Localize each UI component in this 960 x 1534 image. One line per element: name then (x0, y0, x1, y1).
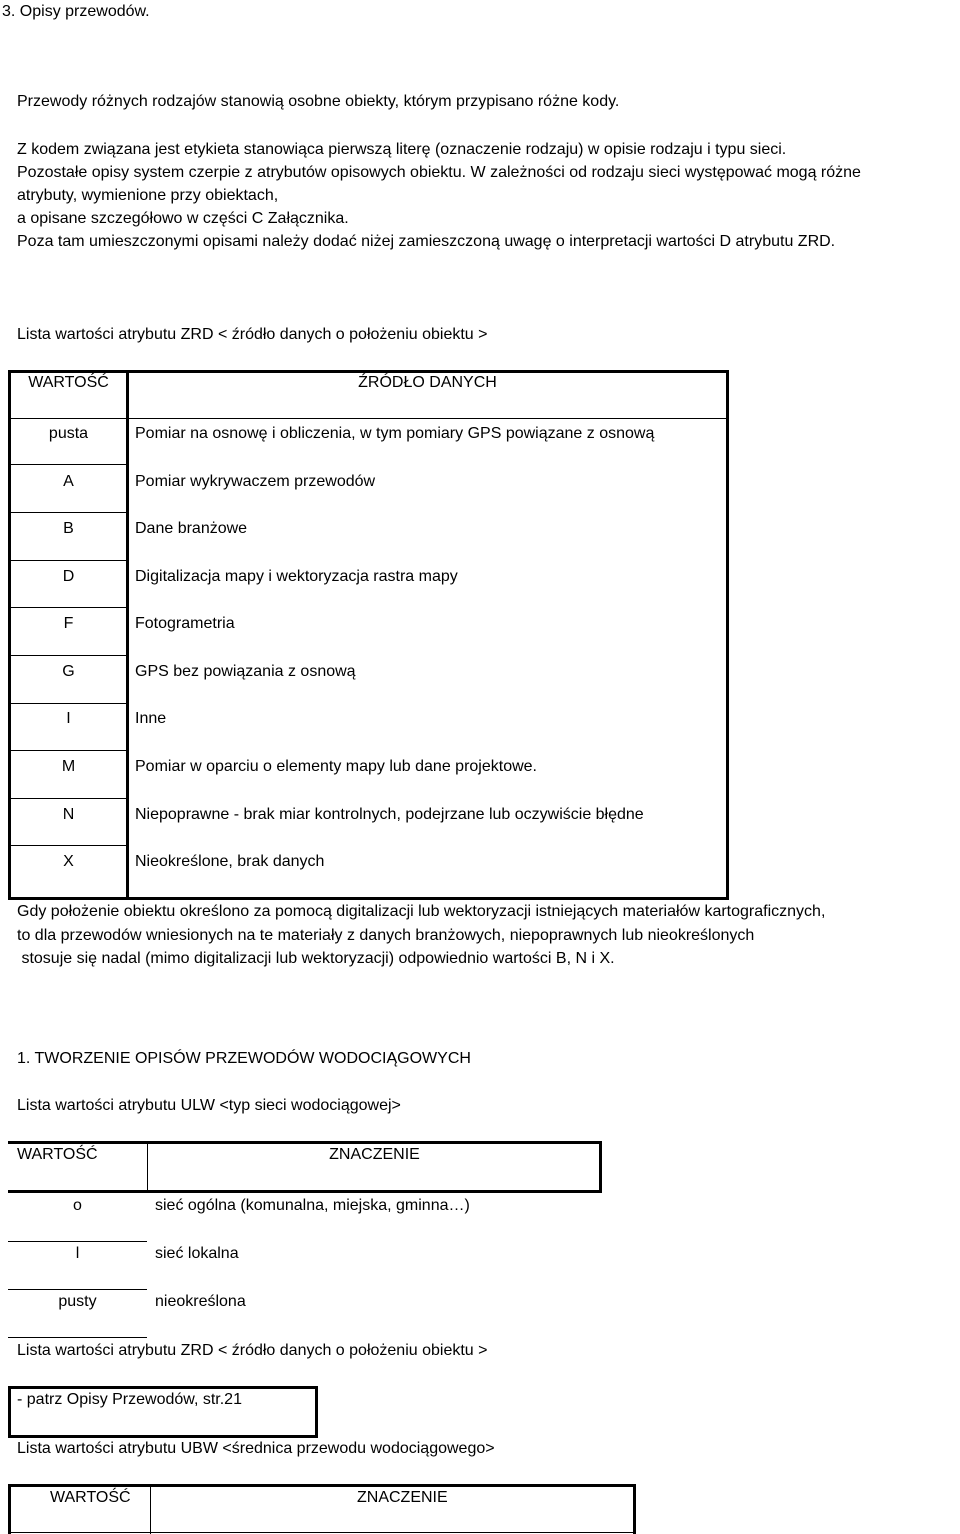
ulw-header-meaning: ZNACZENIE (329, 1146, 420, 1163)
intro-paragraph-1: Przewody różnych rodzajów stanowią osobne obiekty, którym przypisano różne kody. (17, 93, 620, 110)
row-description: Digitalizacja mapy i wektoryzacja rastra mapy (135, 568, 458, 585)
zrd-header-value: WARTOŚĆ (28, 374, 109, 391)
row-description: Pomiar wykrywaczem przewodów (135, 473, 376, 490)
ulw-table-right-border (599, 1141, 602, 1193)
row-divider (8, 845, 126, 846)
ulw-table-top-border (8, 1141, 602, 1144)
row-divider (8, 1241, 147, 1242)
intro-paragraph-4: atrybuty, wymienione przy obiektach, (17, 187, 279, 204)
ulw-header-value: WARTOŚĆ (17, 1146, 98, 1163)
ubw-table-left-border (8, 1484, 11, 1534)
row-divider (8, 1289, 147, 1290)
ubw-header-value: WARTOŚĆ (50, 1489, 131, 1506)
row-value: A (63, 473, 74, 490)
zrd-table-column-divider (126, 370, 129, 900)
page-heading: 3. Opisy przewodów. (2, 3, 150, 20)
row-divider (8, 1337, 147, 1338)
row-description: nieokreślona (155, 1293, 246, 1310)
row-divider (8, 703, 126, 704)
row-divider (8, 607, 126, 608)
row-divider (8, 655, 126, 656)
zrd-table-header-divider (8, 418, 729, 419)
intro-paragraph-5: a opisane szczegółowo w części C Załącznika. (17, 210, 349, 227)
row-description: sieć ogólna (komunalna, miejska, gminna…) (155, 1197, 470, 1214)
row-value: M (61, 758, 76, 775)
row-description: Pomiar w oparciu o elementy mapy lub dane projektowe. (135, 758, 537, 775)
row-description: Dane branżowe (135, 520, 248, 537)
row-description: sieć lokalna (155, 1245, 239, 1262)
row-value: pusty (58, 1293, 97, 1310)
zrd-note-line-3: stosuje się nadal (mimo digitalizacji lub wektoryzacji) odpowiednio wartości B, N i X. (17, 950, 615, 967)
ulw-table-caption: Lista wartości atrybutu ULW <typ sieci wodociągowej> (17, 1097, 401, 1114)
ubw-table-caption: Lista wartości atrybutu UBW <średnica przewodu wodociągowego> (17, 1440, 495, 1457)
row-divider (8, 464, 126, 465)
zrd-reference-text: - patrz Opisy Przewodów, str.21 (17, 1391, 242, 1408)
row-value: I (66, 710, 71, 727)
row-value: F (63, 615, 74, 632)
row-value: X (63, 853, 74, 870)
row-divider (8, 512, 126, 513)
row-value: G (62, 663, 75, 680)
ulw-table-header-divider (8, 1190, 602, 1193)
ubw-table-right-border (633, 1484, 636, 1534)
row-value: N (62, 806, 75, 823)
intro-paragraph-3: Pozostałe opisy system czerpie z atrybutów opisowych obiektu. W zależności od rodzaju sieci występować mogą różne (17, 164, 861, 181)
row-description: Fotogrametria (135, 615, 235, 632)
row-value: pusta (48, 425, 89, 442)
row-value: D (62, 568, 75, 585)
intro-paragraph-6: Poza tam umieszczonymi opisami należy dodać niżej zamieszczoną uwagę o interpretacji wartości D atrybutu ZRD. (17, 233, 836, 250)
row-description: Niepoprawne - brak miar kontrolnych, podejrzane lub oczywiście błędne (135, 806, 644, 823)
ulw-table-column-divider (147, 1141, 148, 1193)
row-divider (8, 560, 126, 561)
row-divider (8, 750, 126, 751)
zrd-note-line-1: Gdy położenie obiektu określono za pomocą digitalizacji lub wektoryzacji istniejących materiałów kartograficznych, (17, 903, 826, 920)
row-value: o (73, 1197, 82, 1214)
row-value: B (63, 520, 74, 537)
section-title: 1. TWORZENIE OPISÓW PRZEWODÓW WODOCIĄGOWYCH (17, 1050, 471, 1067)
row-description: Nieokreślone, brak danych (135, 853, 325, 870)
ubw-table-top-border (8, 1484, 636, 1487)
zrd-caption-water: Lista wartości atrybutu ZRD < źródło danych o położeniu obiektu > (17, 1342, 488, 1359)
ubw-table-header-divider (8, 1532, 636, 1533)
row-divider (8, 798, 126, 799)
row-description: Pomiar na osnowę i obliczenia, w tym pomiary GPS powiązane z osnową (135, 425, 655, 442)
intro-paragraph-2: Z kodem związana jest etykieta stanowiąca pierwszą literę (oznaczenie rodzaju) w opisie rodzaju i typu sieci. (17, 141, 787, 158)
zrd-table-caption: Lista wartości atrybutu ZRD < źródło danych o położeniu obiektu > (17, 326, 488, 343)
zrd-header-source: ŹRÓDŁO DANYCH (358, 374, 497, 391)
row-description: Inne (135, 710, 167, 727)
ubw-header-meaning: ZNACZENIE (357, 1489, 448, 1506)
row-description: GPS bez powiązania z osnową (135, 663, 356, 680)
zrd-note-line-2: to dla przewodów wniesionych na te materiały z danych branżowych, niepoprawnych lub nieokreślonych (17, 927, 755, 944)
row-value: l (75, 1245, 80, 1262)
ubw-table-column-divider (150, 1484, 151, 1534)
